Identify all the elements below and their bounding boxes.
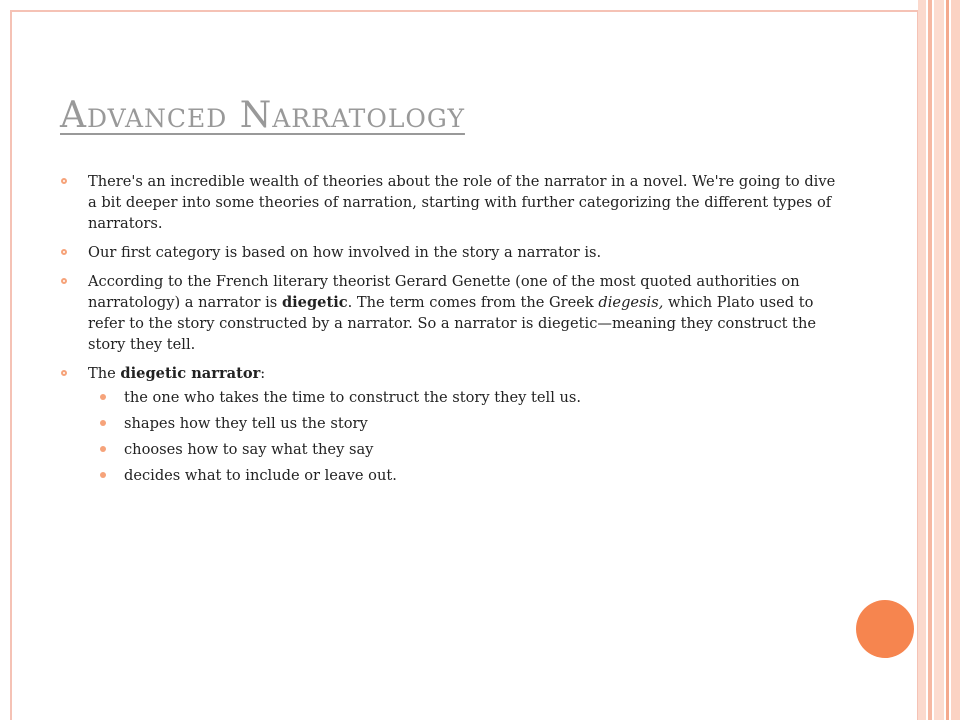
bullet-item [60, 171, 840, 234]
bullet-item [60, 242, 840, 263]
stripe [934, 0, 944, 720]
bullet-ring-icon [61, 178, 67, 184]
term-diegesis: diegesis, [598, 294, 664, 311]
term-diegetic: diegetic [281, 294, 348, 311]
bullet-dot-icon [100, 472, 106, 478]
sub-bullet-text: the one who takes the time to construct the story they tell us. [124, 389, 582, 406]
stripe [951, 0, 960, 720]
term-diegetic-narrator: diegetic narrator [120, 365, 261, 382]
bullet-dot-icon [100, 446, 106, 452]
sub-bullet-item [88, 465, 840, 486]
stripe [946, 0, 949, 720]
bullet-text: : [260, 365, 266, 382]
sub-bullet-item [88, 413, 840, 434]
slide-content [60, 171, 840, 491]
sub-bullet-text: shapes how they tell us the story [124, 415, 368, 432]
decorative-circle [856, 600, 914, 658]
sub-bullet-item [88, 439, 840, 460]
bullet-text: There's an incredible wealth of theories about the role of the narrator in a novel. We're going to dive a bit deeper into some theories of narration, starting with further categorizing the different types of narrators. [88, 173, 836, 232]
bullet-ring-icon [61, 278, 67, 284]
bullet-text: which Plato used to refer to the story constructed by a narrator. So a narrator is diegetic—meaning they construct the story they tell. [88, 294, 817, 353]
bullet-item [60, 363, 840, 384]
sub-bullet-text: decides what to include or leave out. [124, 467, 397, 484]
bullet-item [60, 271, 840, 355]
bullet-dot-icon [100, 420, 106, 426]
stripe [918, 0, 926, 720]
bullet-dot-icon [100, 394, 106, 400]
bullet-ring-icon [61, 370, 67, 376]
decorative-stripes [918, 0, 960, 720]
stripe [928, 0, 932, 720]
sub-bullet-text: chooses how to say what they say [124, 441, 374, 458]
bullet-text: The [88, 365, 121, 382]
sub-bullet-item [88, 387, 840, 408]
bullet-text: According to the French literary theorist Gerard Genette (one of the most quoted authorities on narratology) a narrator is [88, 273, 800, 311]
sub-bullet-list [60, 387, 840, 486]
bullet-text: . The term comes from the Greek [347, 294, 599, 311]
bullet-text: Our first category is based on how involved in the story a narrator is. [88, 244, 602, 261]
bullet-ring-icon [61, 249, 67, 255]
slide-title: Advanced Narratology [60, 95, 465, 136]
